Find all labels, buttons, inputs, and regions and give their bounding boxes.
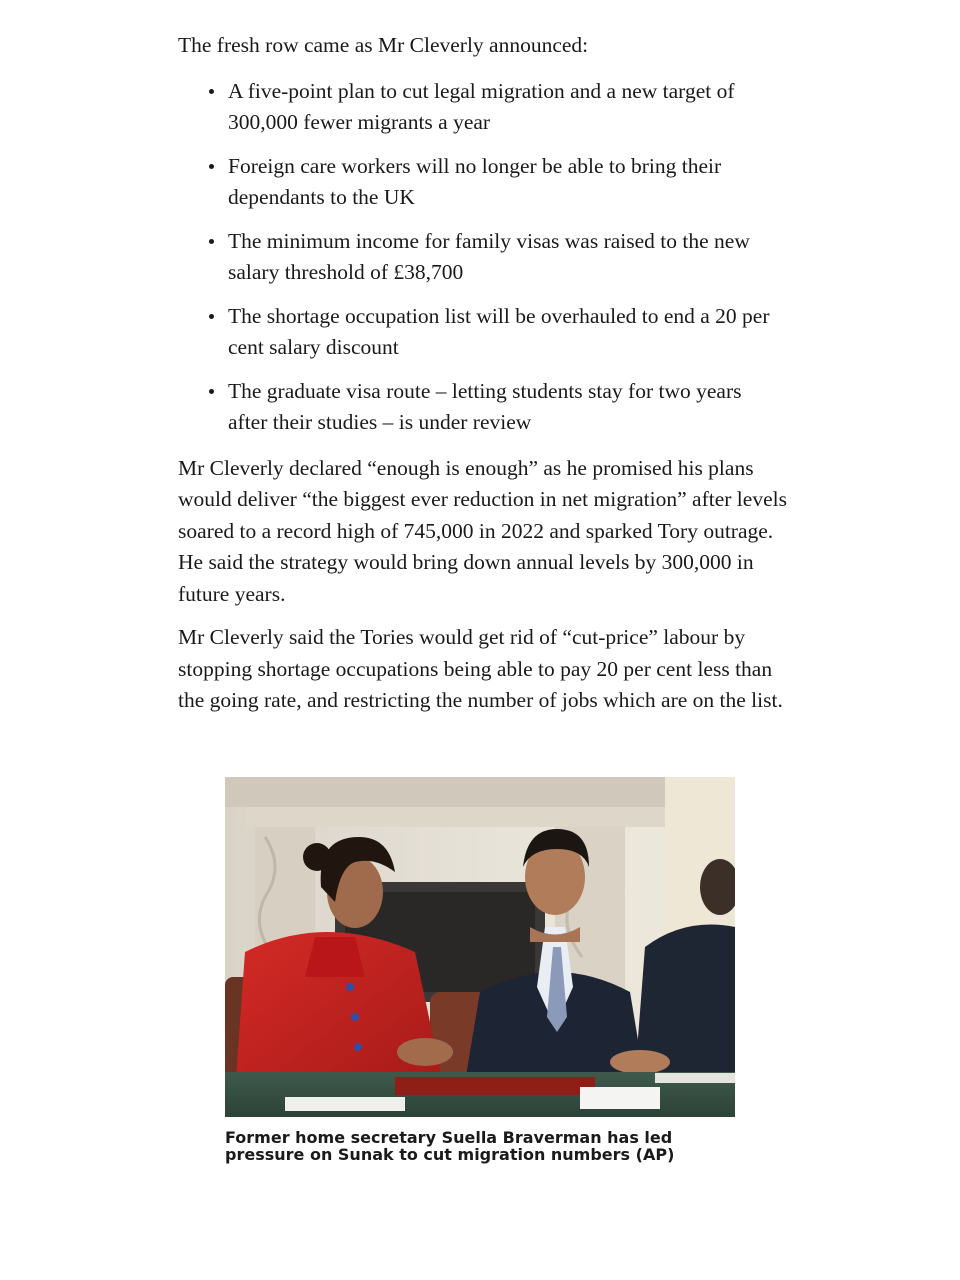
- intro-paragraph: The fresh row came as Mr Cleverly announced:: [178, 33, 589, 57]
- body-paragraph: Mr Cleverly said the Tories would get rid of “cut-price” labour by stopping shortage occupations being able to pay 20 per cent less than the going rate, and restricting the number of jobs which are on the list.: [178, 625, 783, 712]
- list-item: A five-point plan to cut legal migration and a new target of 300,000 fewer migrants a year: [228, 76, 788, 139]
- list-item: The graduate visa route – letting students stay for two years after their studies – is under review: [228, 376, 788, 439]
- list-item: The shortage occupation list will be overhauled to end a 20 per cent salary discount: [228, 301, 788, 364]
- list-item: Foreign care workers will no longer be able to bring their dependants to the UK: [228, 151, 788, 214]
- body-paragraph: Mr Cleverly declared “enough is enough” as he promised his plans would deliver “the biggest ever reduction in net migration” after levels soared to a record high of 745,000 in 2022 and sparked Tory outrage. He said the strategy would bring down annual levels by 300,000 in future years.: [178, 455, 787, 606]
- list-item: The minimum income for family visas was raised to the new salary threshold of £38,700: [228, 226, 788, 289]
- article-body: [178, 30, 788, 729]
- article-photo: [225, 777, 735, 1117]
- article-figure: [225, 777, 735, 1163]
- photo-caption: Former home secretary Suella Braverman has led pressure on Sunak to cut migration numbers (AP): [225, 1128, 675, 1164]
- announcement-list: [178, 76, 788, 439]
